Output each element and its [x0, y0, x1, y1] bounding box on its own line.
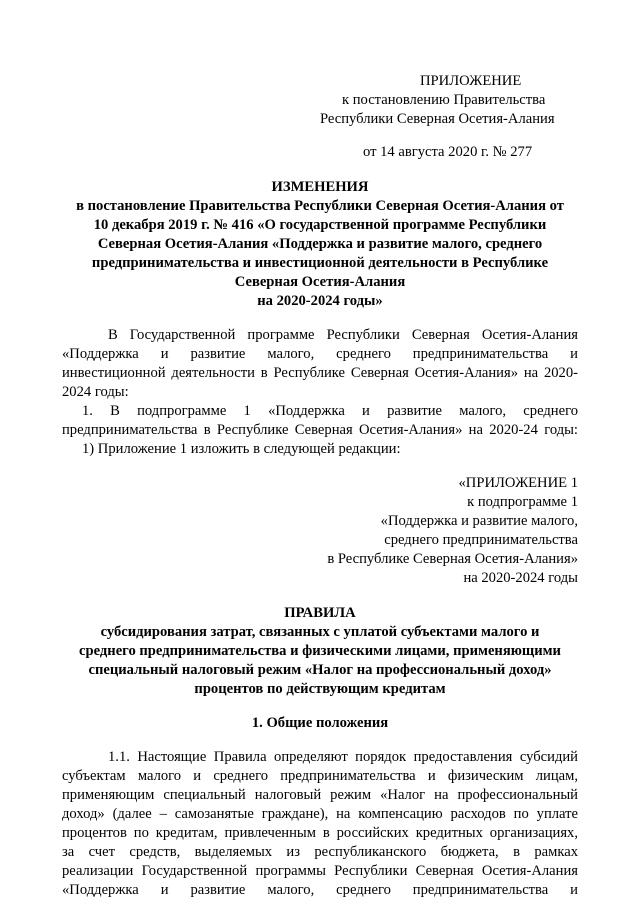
rules-heading: ПРАВИЛА [284, 605, 356, 621]
appendix1-line: «Поддержка и развитие малого, [380, 513, 578, 529]
section1-line: применяющим специальный налоговый режим «Налог на профессиональный [62, 787, 578, 803]
appendix1-line: на 2020-2024 годы [463, 570, 578, 586]
intro-line: В Государственной программе Республики Северная Осетия-Алания [108, 327, 578, 343]
section1-line: субъектам малого и среднего предпринимательства и физическим лицам, [62, 768, 578, 784]
appendix-header-line-3: Республики Северная Осетия-Алания [320, 111, 555, 127]
appendix-header-date: от 14 августа 2020 г. № 277 [363, 144, 533, 160]
appendix1-line: к подпрограмме 1 [467, 494, 578, 510]
section1-line: 1.1. Настоящие Правила определяют порядок предоставления субсидий [108, 749, 578, 765]
changes-title-line: 10 декабря 2019 г. № 416 «О государственной программе Республики [93, 217, 547, 233]
intro-line: предпринимательства в Республике Северная Осетия-Алания» на 2020-24 годы: [62, 422, 578, 438]
intro-line: 2024 годы: [62, 384, 129, 400]
section1-heading: 1. Общие положения [251, 715, 389, 731]
section1-line: за счет средств, выделяемых из республиканского бюджета, в рамках [62, 844, 578, 860]
appendix-header-title: ПРИЛОЖЕНИЕ [420, 73, 522, 89]
section1-line: реализации Государственной программы Республики Северная Осетия-Алания [62, 863, 578, 879]
intro-line: инвестиционной деятельности в Республике Северная Осетия-Алания» на 2020- [62, 365, 578, 381]
changes-heading: ИЗМЕНЕНИЯ [271, 179, 369, 195]
rules-title-line: процентов по действующим кредитам [194, 681, 446, 697]
section1-line: процентов по кредитам, привлеченным в российских кредитных организациях, [62, 825, 578, 841]
changes-title-line: предпринимательства и инвестиционной деятельности в Республике [91, 255, 549, 271]
appendix1-line: в Республике Северная Осетия-Алания» [327, 551, 578, 567]
intro-line: 1) Приложение 1 изложить в следующей редакции: [82, 441, 401, 457]
section1-line: «Поддержка и развитие малого, среднего предпринимательства и [62, 882, 578, 898]
rules-title-line: среднего предпринимательства и физическими лицами, применяющими [79, 643, 561, 659]
intro-line: «Поддержка и развитие малого, среднего предпринимательства и [62, 346, 578, 362]
changes-title-line: на 2020-2024 годы» [257, 293, 383, 309]
appendix1-line: среднего предпринимательства [384, 532, 578, 548]
changes-title-line: в постановление Правительства Республики Северная Осетия-Алания от [76, 198, 564, 214]
changes-title-line: Северная Осетия-Алания «Поддержка и развитие малого, среднего [97, 236, 543, 252]
changes-title-line: Северная Осетия-Алания [234, 274, 406, 290]
appendix1-line: «ПРИЛОЖЕНИЕ 1 [458, 475, 578, 491]
appendix-header-line-2: к постановлению Правительства [342, 92, 546, 108]
section1-line: доход» (далее – самозанятые граждане), на компенсацию расходов по уплате [62, 806, 578, 822]
rules-title-line: специальный налоговый режим «Налог на профессиональный доход» [88, 662, 552, 678]
rules-title-line: субсидирования затрат, связанных с уплатой субъектами малого и [100, 624, 540, 640]
intro-line: 1. В подпрограмме 1 «Поддержка и развитие малого, среднего [82, 403, 578, 419]
